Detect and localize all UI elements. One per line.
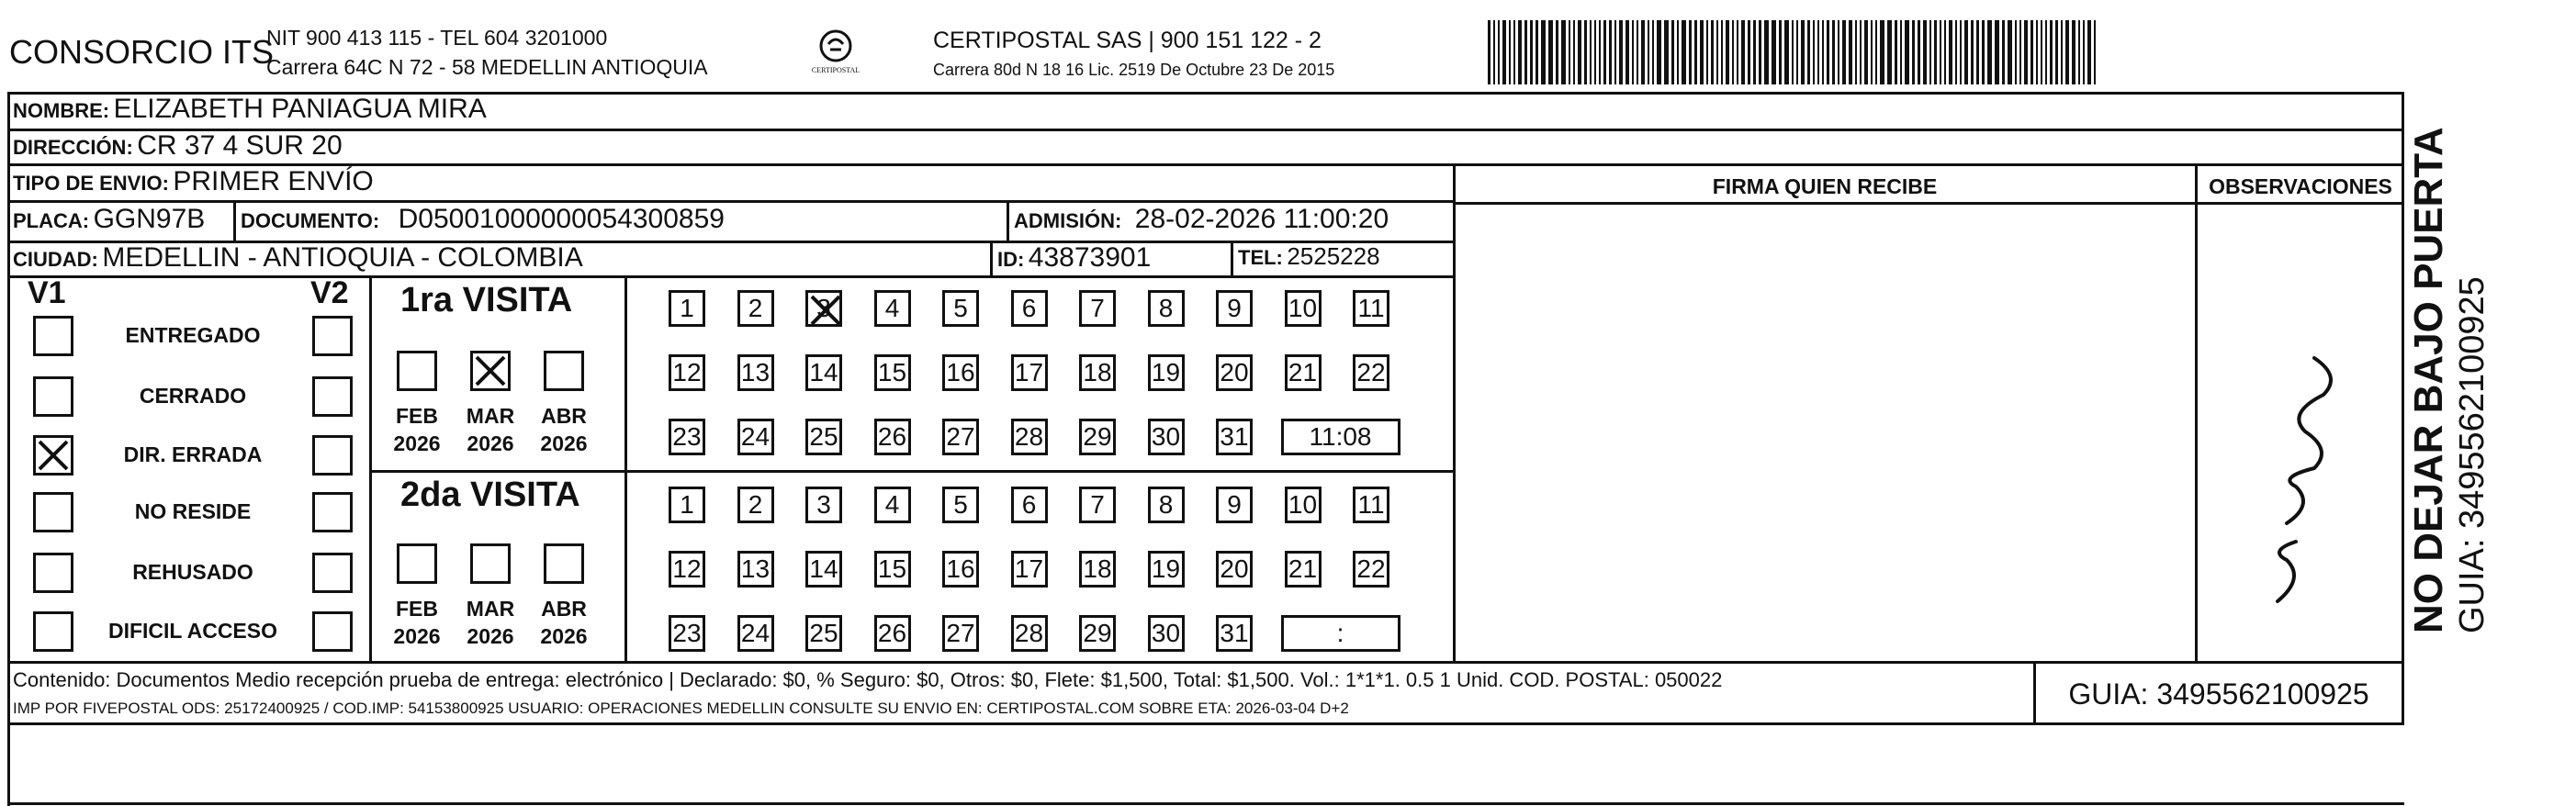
barcode-bar <box>1923 20 1927 84</box>
barcode-bar <box>2030 20 2033 84</box>
time-box[interactable]: : <box>1281 615 1400 652</box>
year-label: 2026 <box>393 624 441 648</box>
barcode-bar <box>1955 20 1957 84</box>
barcode-bar <box>1599 20 1601 84</box>
documento-value: D05001000000054300859 <box>398 204 725 234</box>
day-box[interactable]: 1 <box>669 290 705 327</box>
day-box[interactable]: 19 <box>1148 551 1185 588</box>
day-box[interactable]: 24 <box>737 419 774 455</box>
barcode-bar <box>1524 20 1527 84</box>
day-box[interactable]: 5 <box>942 487 979 523</box>
barcode-bar <box>1912 20 1915 84</box>
barcode-bar <box>1603 20 1606 84</box>
barcode-bar <box>1842 20 1846 84</box>
day-box[interactable]: 6 <box>1011 487 1048 523</box>
barcode-bar <box>1971 20 1974 84</box>
barcode-bar <box>1641 20 1645 84</box>
barcode-bar <box>1671 20 1674 84</box>
barcode-bar <box>1864 20 1868 84</box>
day-box[interactable]: 25 <box>805 419 842 455</box>
nombre-value: ELIZABETH PANIAGUA MIRA <box>113 94 487 124</box>
day-box[interactable]: 16 <box>942 551 979 588</box>
month-checkbox[interactable] <box>470 351 511 391</box>
status-label: NO RESIDE <box>134 499 252 523</box>
day-box[interactable]: 18 <box>1079 354 1116 391</box>
barcode-bar <box>1689 20 1692 84</box>
barcode-bar <box>1609 20 1612 84</box>
company-address: Carrera 64C N 72 - 58 MEDELLIN ANTIOQUIA <box>266 55 708 79</box>
barcode-bar <box>1578 20 1581 84</box>
barcode-bar <box>1801 20 1805 84</box>
day-box[interactable] <box>805 290 842 327</box>
v1-checkbox[interactable] <box>33 492 73 532</box>
day-box[interactable]: 15 <box>874 551 911 588</box>
ciudad-value: MEDELLIN - ANTIOQUIA - COLOMBIA <box>102 242 583 273</box>
barcode-bar <box>1887 20 1892 84</box>
nombre-row <box>13 94 487 125</box>
day-box[interactable]: 16 <box>942 354 979 391</box>
status-label: ENTREGADO <box>125 323 261 347</box>
day-box[interactable]: 27 <box>942 615 979 652</box>
barcode-bar <box>1726 20 1729 84</box>
barcode-bar <box>1682 20 1686 84</box>
day-box[interactable]: 9 <box>1216 487 1253 523</box>
v1-checkbox[interactable] <box>33 611 73 652</box>
barcode-bar <box>1895 20 1897 84</box>
barcode-bar <box>1741 20 1745 84</box>
day-box[interactable]: 13 <box>737 551 774 588</box>
year-label: 2026 <box>467 431 514 455</box>
placa-row <box>13 204 205 235</box>
barcode-bar <box>2072 20 2075 84</box>
barcode-bar <box>1918 20 1920 84</box>
day-box[interactable]: 6 <box>1011 290 1048 327</box>
day-box[interactable]: 15 <box>874 354 911 391</box>
id-label: ID: <box>997 248 1025 271</box>
day-box[interactable]: 25 <box>805 615 842 652</box>
day-box[interactable]: 9 <box>1216 290 1253 327</box>
side-guia: GUIA: 3495562100925 <box>2453 276 2492 633</box>
barcode-bar <box>2024 20 2028 84</box>
barcode-bar <box>2002 20 2005 84</box>
barcode-bar <box>2083 20 2085 84</box>
barcode-bar <box>2061 20 2063 84</box>
day-box[interactable]: 11 <box>1353 487 1389 523</box>
admision-label: ADMISIÓN: <box>1014 209 1122 232</box>
barcode-bar <box>1796 20 1798 84</box>
barcode-bar <box>1677 20 1679 84</box>
documento-label: DOCUMENTO: <box>241 209 380 232</box>
month-label: FEB <box>396 404 438 428</box>
day-box[interactable]: 3 <box>805 487 842 523</box>
month-checkbox[interactable] <box>397 351 437 391</box>
barcode-bar <box>1584 20 1587 84</box>
day-box[interactable]: 26 <box>874 419 911 455</box>
day-box[interactable]: 5 <box>942 290 979 327</box>
day-box[interactable]: 1 <box>669 487 705 523</box>
barcode-bar <box>1694 20 1697 84</box>
barcode-bar <box>1976 20 1979 84</box>
month-label: FEB <box>396 597 438 621</box>
month-label: ABR <box>541 597 587 621</box>
ciudad-row <box>13 242 583 274</box>
barcode-bar <box>1944 20 1946 84</box>
day-box[interactable]: 29 <box>1079 419 1116 455</box>
barcode-bar <box>1982 20 1985 84</box>
barcode-bar <box>1822 20 1824 84</box>
v2-checkbox[interactable] <box>312 492 353 532</box>
barcode-bar <box>1716 20 1718 84</box>
barcode-bar <box>1711 20 1714 84</box>
barcode-bar <box>2041 20 2042 84</box>
barcode-bar <box>1556 20 1558 84</box>
barcode-bar <box>1652 20 1654 84</box>
visit2-title: 2da VISITA <box>400 476 580 514</box>
barcode-bar <box>2065 20 2069 84</box>
v1-header: V1 <box>28 275 66 310</box>
barcode-bar <box>2087 20 2091 84</box>
barcode-bar <box>1518 20 1522 84</box>
barcode-bar <box>1648 20 1649 84</box>
day-box[interactable]: 4 <box>874 487 911 523</box>
firma-header: FIRMA QUIEN RECIBE <box>1712 174 1938 198</box>
month-label: ABR <box>541 404 587 428</box>
direccion-row <box>13 130 343 162</box>
barcode-bar <box>1748 20 1750 84</box>
barcode-bar <box>1706 20 1708 84</box>
v1-checkbox[interactable] <box>33 435 73 476</box>
barcode-bar <box>1905 20 1909 84</box>
barcode-bar <box>1513 20 1515 84</box>
v1-checkbox[interactable] <box>33 376 73 417</box>
tel-label: TEL: <box>1238 246 1283 269</box>
barcode-bar <box>1488 20 1490 84</box>
barcode-bar <box>1784 20 1789 84</box>
barcode-bar <box>1792 20 1794 84</box>
id-value: 43873901 <box>1028 242 1152 273</box>
footer-meta: IMP POR FIVEPOSTAL ODS: 25172400925 / COD.IMP: 54153800925 USUARIO: OPERACIONES MEDELLIN CONSULTE SU ENVIO EN: CERTIPOSTAL.COM SOBRE ETA: 2026-03-04 D+2 <box>13 700 1349 717</box>
barcode-bar <box>1875 20 1877 84</box>
side-note <box>2406 83 2525 633</box>
v2-checkbox[interactable] <box>312 553 353 593</box>
barcode-bar <box>1590 20 1592 84</box>
barcode-bar <box>1807 20 1810 84</box>
day-box[interactable]: 12 <box>669 551 705 588</box>
barcode-bar <box>1594 20 1596 84</box>
carrier-address: Carrera 80d N 18 16 Lic. 2519 De Octubre 23 De 2015 <box>933 61 1335 79</box>
day-box[interactable]: 12 <box>669 354 705 391</box>
time-box[interactable]: 11:08 <box>1281 419 1400 455</box>
barcode-bar <box>1871 20 1873 84</box>
year-label: 2026 <box>467 624 514 648</box>
tipo-row <box>13 166 374 197</box>
barcode-bar <box>1509 20 1511 84</box>
company-name: CONSORCIO ITS <box>9 33 275 71</box>
barcode-bar <box>1764 20 1769 84</box>
barcode-bar <box>1614 20 1616 84</box>
tipo-value: PRIMER ENVÍO <box>173 166 374 196</box>
barcode-bar <box>1700 20 1704 84</box>
day-box[interactable]: 8 <box>1148 290 1185 327</box>
day-box[interactable]: 31 <box>1216 615 1253 652</box>
ciudad-label: CIUDAD: <box>13 248 98 271</box>
barcode-bar <box>2055 20 2058 84</box>
barcode-bar <box>1625 20 1629 84</box>
day-box[interactable]: 23 <box>669 615 705 652</box>
barcode-bar <box>1657 20 1661 84</box>
day-box[interactable]: 14 <box>805 354 842 391</box>
tipo-label: TIPO DE ENVIO: <box>13 172 169 195</box>
barcode-bar <box>1855 20 1857 84</box>
day-box[interactable]: 7 <box>1079 487 1116 523</box>
barcode-bar <box>1772 20 1776 84</box>
day-box[interactable]: 4 <box>874 290 911 327</box>
direccion-value: CR 37 4 SUR 20 <box>137 130 343 161</box>
placa-value: GGN97B <box>93 204 206 234</box>
barcode-bar <box>1548 20 1553 84</box>
status-label: DIFICIL ACCESO <box>107 619 277 643</box>
barcode-bar <box>1632 20 1634 84</box>
barcode-bar <box>2045 20 2047 84</box>
v1-checkbox[interactable] <box>33 316 73 356</box>
side-warning: NO DEJAR BAJO PUERTA <box>2406 127 2451 633</box>
barcode-bar <box>1817 20 1819 84</box>
month-checkbox[interactable] <box>544 351 584 391</box>
day-box[interactable]: 17 <box>1011 551 1048 588</box>
barcode-bar <box>1827 20 1829 84</box>
company-nit: NIT 900 413 115 - TEL 604 3201000 <box>266 26 608 50</box>
status-label: REHUSADO <box>132 560 253 584</box>
barcode-bar <box>1619 20 1623 84</box>
carrier-name: CERTIPOSTAL SAS | 900 151 122 - 2 <box>933 28 1322 53</box>
barcode-bar <box>1753 20 1756 84</box>
barcode-bar <box>1934 20 1937 84</box>
tel-value: 2525228 <box>1287 242 1380 270</box>
v2-checkbox[interactable] <box>312 435 353 476</box>
observaciones-header: OBSERVACIONES <box>2209 174 2392 198</box>
day-box[interactable]: 18 <box>1079 551 1116 588</box>
day-box[interactable]: 22 <box>1353 551 1389 588</box>
barcode-bar <box>1502 20 1506 84</box>
admision-value: 28-02-2026 11:00:20 <box>1134 204 1389 234</box>
status-label: DIR. ERRADA <box>123 442 263 466</box>
x-mark-icon <box>473 353 508 388</box>
documento-row <box>241 204 725 235</box>
bottom-box <box>7 725 10 806</box>
month-checkbox[interactable] <box>397 543 437 584</box>
day-box[interactable]: 2 <box>737 290 774 327</box>
day-box[interactable]: 21 <box>1285 551 1322 588</box>
v2-checkbox[interactable] <box>312 611 353 652</box>
year-label: 2026 <box>393 431 441 455</box>
month-label: MAR <box>466 597 515 621</box>
day-box[interactable]: 28 <box>1011 419 1048 455</box>
barcode-bar <box>1493 20 1495 84</box>
barcode-bar <box>2008 20 2012 84</box>
day-box[interactable]: 17 <box>1011 354 1048 391</box>
barcode-bar <box>1573 20 1575 84</box>
barcode-bar <box>1949 20 1952 84</box>
month-checkbox[interactable] <box>470 543 511 584</box>
footer-guia: GUIA: 3495562100925 <box>2068 677 2369 711</box>
barcode-bar <box>1721 20 1723 84</box>
barcode-bar <box>1849 20 1852 84</box>
placa-label: PLACA: <box>13 209 90 232</box>
barcode-bar <box>1535 20 1538 84</box>
day-number: 3 <box>816 294 831 322</box>
visit1-title: 1ra VISITA <box>400 281 573 319</box>
v2-checkbox[interactable] <box>312 316 353 356</box>
tel-row <box>1238 242 1380 271</box>
day-box[interactable]: 13 <box>737 354 774 391</box>
barcode-bar <box>1664 20 1669 84</box>
day-box[interactable]: 10 <box>1285 290 1322 327</box>
barcode-bar <box>1498 20 1500 84</box>
barcode-bar <box>1759 20 1761 84</box>
barcode-bar <box>1569 20 1570 84</box>
v2-header: V2 <box>310 275 349 310</box>
barcode-bar <box>1860 20 1862 84</box>
direccion-label: DIRECCIÓN: <box>13 136 133 159</box>
day-box[interactable]: 31 <box>1216 419 1253 455</box>
barcode-bar <box>2036 20 2038 84</box>
v1-checkbox[interactable] <box>33 553 73 593</box>
barcode-bar <box>1929 20 1931 84</box>
day-box[interactable]: 28 <box>1011 615 1048 652</box>
barcode-bar <box>1964 20 1968 84</box>
month-checkbox[interactable] <box>544 543 584 584</box>
day-box[interactable]: 19 <box>1148 354 1185 391</box>
barcode-bar <box>1832 20 1835 84</box>
status-label: CERRADO <box>139 384 247 408</box>
barcode-bar <box>1960 20 1962 84</box>
nombre-label: NOMBRE: <box>13 99 110 122</box>
footer-content: Contenido: Documentos Medio recepción prueba de entrega: electrónico | Declarado: $0, % Seguro: $0, Otros: $0, Flete: $1,500, Total: $1,500. Vol.: 1*1*1. 0.5 1 Unid. COD. POSTAL: 050022 <box>13 668 1723 691</box>
day-box[interactable]: 14 <box>805 551 842 588</box>
day-box[interactable]: 20 <box>1216 551 1253 588</box>
day-box[interactable]: 23 <box>669 419 705 455</box>
day-box[interactable]: 29 <box>1079 615 1116 652</box>
admision-row <box>1014 204 1389 235</box>
barcode-bar <box>1541 20 1546 84</box>
day-box[interactable]: 2 <box>737 487 774 523</box>
barcode-bar <box>2078 20 2080 84</box>
x-mark-icon <box>36 438 71 473</box>
barcode-bar <box>1995 20 1999 84</box>
barcode-bar <box>2050 20 2053 84</box>
barcode-bar <box>1737 20 1738 84</box>
day-box[interactable]: 26 <box>874 615 911 652</box>
month-label: MAR <box>466 404 515 428</box>
barcode-bar <box>1530 20 1533 84</box>
barcode-bar <box>2015 20 2017 84</box>
barcode-bar <box>1838 20 1839 84</box>
barcode-bar <box>1880 20 1884 84</box>
barcode-bar <box>1561 20 1566 84</box>
id-row <box>997 242 1151 274</box>
day-box[interactable]: 30 <box>1148 615 1185 652</box>
certipostal-logo <box>808 26 863 81</box>
day-box[interactable]: 22 <box>1353 354 1389 391</box>
barcode-bar <box>1637 20 1638 84</box>
barcode-bar <box>1987 20 1992 84</box>
barcode-bar <box>1732 20 1734 84</box>
logo-text: CERTIPOSTAL <box>811 66 861 74</box>
day-box[interactable]: 30 <box>1148 419 1185 455</box>
barcode-bar <box>1813 20 1815 84</box>
day-box[interactable]: 8 <box>1148 487 1185 523</box>
year-label: 2026 <box>540 624 588 648</box>
day-box[interactable]: 20 <box>1216 354 1253 391</box>
v2-checkbox[interactable] <box>312 376 353 417</box>
barcode-bar <box>1779 20 1782 84</box>
barcode-bar <box>1900 20 1902 84</box>
barcode-bar <box>2094 20 2096 84</box>
barcode-bar <box>2019 20 2021 84</box>
day-box[interactable]: 7 <box>1079 290 1116 327</box>
day-box[interactable]: 10 <box>1285 487 1322 523</box>
day-box[interactable]: 21 <box>1285 354 1322 391</box>
day-box[interactable]: 27 <box>942 419 979 455</box>
handwritten-note <box>2250 340 2388 615</box>
day-box[interactable]: 24 <box>737 615 774 652</box>
year-label: 2026 <box>540 431 588 455</box>
day-box[interactable]: 11 <box>1353 290 1389 327</box>
barcode <box>1488 20 2222 84</box>
barcode-bar <box>1940 20 1941 84</box>
